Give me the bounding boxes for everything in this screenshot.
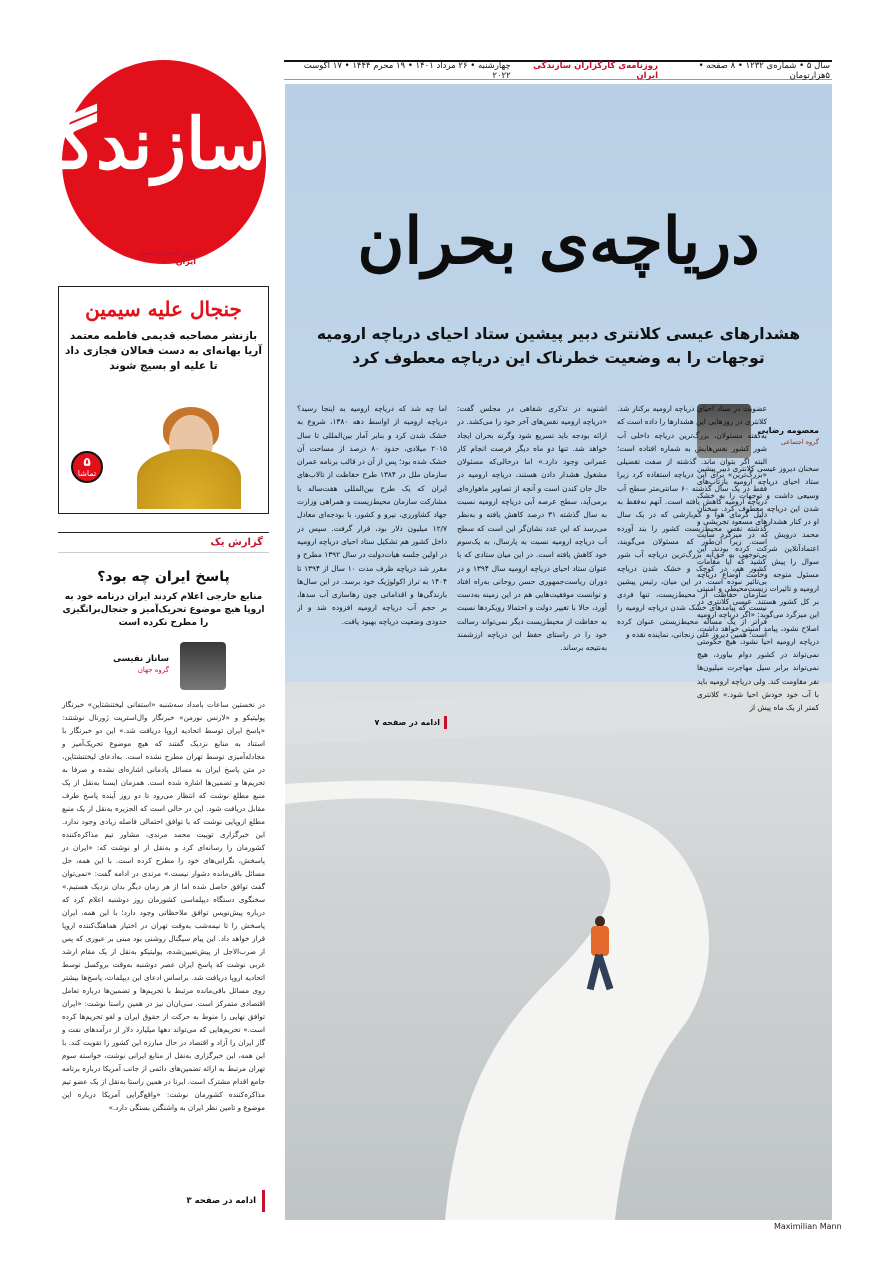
badge-label: تماشا (77, 469, 97, 478)
continue-link[interactable]: ادامه در صفحه ۳ (58, 1190, 265, 1212)
page-badge (71, 451, 103, 483)
sidebar-story-simin[interactable] (58, 286, 269, 514)
logo-name: سازندگی (4, 102, 266, 185)
story-subtitle: بازنشر مصاحبه قدیمی فاطمه معتمد آریا بهانه‌ای به دست فعالان فجازی داد تا علیه او بسیج شوند (65, 330, 262, 372)
author-photo (180, 642, 226, 690)
sidebar-story-iran-response[interactable] (58, 532, 269, 1222)
section-label: گزارش یک (58, 533, 269, 553)
feature-subhead: هشدارهای عیسی کلانتری دبیر پیشین ستاد احیای دریاچه ارومیه توجهات را به وضعیت خطرناک این دریاچه معطوف کرد (316, 325, 801, 367)
date-line: چهارشنبه • ۲۶ مرداد ۱۴۰۱ • ۱۹ محرم ۱۴۴۴ • ۱۷ آگوست ۲۰۲۲ (303, 60, 511, 81)
actress-photo (137, 399, 241, 509)
author-role: گروه اجتماعی (780, 438, 819, 446)
badge-number: ۵ (83, 455, 91, 469)
newspaper-logo (4, 60, 266, 266)
column-text-1: سخنان دیروز عیسی کلانتری دبیر پیشین ستاد احیای دریاچه ارومیه بازتاب‌های وسیعی داشت و توجهات را به خشک شدن این دریاچه معطوف کرد. سخنان او در کنار هشدارهای مسعود تجریشی و محمد درویش که در میزگرد سایت اعتمادآنلاین شرکت کرده بودند این سوال را پیش کشید که آیا مقامات مسئول متوجه وخامت اوضاع دریاچه ارومیه و تاثیرات زیست‌محیطی و امنیتی بر کل کشور هستند. عیسی کلانتری در این میزگرد می‌گوید: «اگر دریاچه ارومیه اصلاح نشود، پیامد امنیتی خواهد داشت. دریاچه ارومیه احیا نشود، هیچ حکومتی نمی‌تواند در کشور دوام بیاورد، هیچ نمی‌تواند برابر سیل مهاجرت میلیون‌ها نفر مقاومت کند. ولی دریاچه ارومیه باید با آب خود خودش احیا شود.» کلانتری کمتر از یک ماه پیش از (697, 464, 819, 713)
feature-headline: دریاچه‌ی بحران (357, 204, 760, 279)
masthead-bar (284, 60, 832, 80)
logo-tagline: روزنامه‌ی صبح ایران (139, 248, 196, 266)
main-feature (285, 84, 832, 1220)
author-role: گروه جهان (137, 666, 169, 674)
walking-person (581, 916, 621, 998)
column-text-2: عضویت در ستاد احیای دریاچه ارومیه برکنار شد. کلانتری در روزهایی این هشدارها را داده است که به‌گفته مسئولان، بزرگ‌ترین دریاچه داخلی آب شور کشور نفس‌هایش به شماره افتاده است؛ البته اگر بتوان ماند. گذشته از صفت تفضیلی «بزرگ‌ترین» برای این دریاچه استفاده کرد زیرا فقط در یک سال گذشته ۶۰ سانتی‌متر سطح آب دریاچه ارومیه کاهش یافته است. آنهم نه‌فقط به دلیل گرمای هوا و کم‌بارشی که در یک سال گذشته نفس محیط‌زیست کشور را بند آورده است. زیرا آن‌طور که مسئولان می‌گویند، بی‌توجهی به حق‌آبه بزرگ‌ترین دریاچه آب شور کشور هم، در کوچک و خشک شدن دریاچه بی‌تاثیر نبوده است. در این میان، رئیس پیشین سازمان حفاظت از محیط‌زیست، تنها فردی نیست که پیامدهای خشک شدن دریاچه ارومیه را فراتر از یک مساله محیط‌زیستی عنوان کرده است؛ همین دیروز علی زنجانی، نماینده نقده و (617, 404, 767, 640)
author-name: ساناز نفیسی (113, 654, 169, 664)
author-name: معصومه رضایی (757, 426, 819, 435)
column-text-3: اشنویه در تذکری شفاهی در مجلس گفت: «دریاچه ارومیه نفس‌های آخر خود را می‌کشد. در ارائه بودجه باید تسریع شود وگرنه بحران ایجاد خواهد شد. تنها دو ماه دیگر فرصت انجام کار عمرانی وجود دارد.» اما درحالی‌که مسئولان مشغول هشدار دادن هستند، دریاچه ارومیه در حال جان کندن است و آنچه از تصاویر ماهواره‌ای برمی‌آید، سطح عرصه آبی دریاچه ارومیه نسبت به سال گذشته ۳۱ درصد کاهش یافته و به‌نظر می‌رسد که این عدد نشان‌گر این است که سطح آب دریاچه ارومیه نسبت به پارسال، به یک‌سوم خود کاهش یافته است. در این میان ستادی که با عنوان ستاد احیای دریاچه ارومیه سال ۱۳۹۴ و در دوران ریاست‌جمهوری حسن روحانی به‌راه افتاد و توانست موفقیت‌هایی هم در این زمینه به‌دست آورد، حالا با تغییر دولت و احتمالا رویکردها نسبت به حفاظت از محیط‌زیست دیگر نمی‌تواند رسالت خود را در راستای حفظ این دریاچه ارزشمند به‌نتیجه برساند. (457, 404, 607, 653)
story-subtitle: منابع خارجی اعلام کردند ایران درنامه خود به اروپا هیچ موضوع تحریک‌آمیز و جنجال‌برانگیزی را مطرح نکرده است (62, 592, 265, 628)
story-body: در نخستین ساعات بامداد سه‌شنبه «استفانی لیختنشتاین» خبرنگار پولیتیکو و «لارنس نورمن» خبرنگار وال‌استریت ژورنال نوشتند: «پاسخ ایران توسط اتحادیه اروپا دریافت شد.» این دو خبرنگار با استناد به منابع نزدیک گفتند که هیچ موضوع تحریک‌آمیز و مجادله‌آمیزی توسط تهران مطرح نشده است. به‌ادعای لیختنشتاین، در متن پاسخ ایران به مسائل پادمانی اشاره‌ای نشده و صرفا به تحریم‌ها و تضمین‌ها اشاره شده است. همزمان ایسنا به‌نقل از یک منبع مطلع نوشت که انتظار می‌رود تا دو روز آینده پاسخ طرف مقابل دریافت شود. این در حالی است که الجزیره به‌نقل از یک منبع مطلع اروپایی نوشت که با توافق احتمالی فاصله زیادی وجود ندارد. این خبرگزاری توییت محمد مرندی، مشاور تیم مذاکره‌کننده کشورمان را رسانه‌ای کرد و به‌نقل از او نوشت که: «ایران در پاسخش، نگرانی‌های خود را مطرح کرده است. با این همه، حل مسائل باقی‌مانده دشوار نیست.» مرندی در ادامه گفت: «نمی‌توان گفت توافق حاصل شده اما از هر زمان دیگر بدان نزدیک هستیم.» سخنگوی دستگاه دیپلماسی کشورمان روز دوشنبه اعلام کرد که درباره پیش‌نویس توافق ملاحظاتی وجود دارد؛ با این همه، ایران پاسخش را تا نیمه‌شب به‌وقت تهران در اختیار هماهنگ‌کننده اروپا قرار خواهد داد. این پیام سیگنال روشنی بود مبنی بر عبوری که پس از ضرب‌الاجل از پیش‌تعیین‌شده، پولیتیکو به‌نقل از یک مقام ارشد غربی نوشت که پاسخ ایران عصر دوشنبه به‌وقت بروکسل توسط اتحادیه اروپا دریافت شد. براساس ادعای این دیپلمات، پاسخ‌ها بیشتر روی مسائل باقی‌مانده مرتبط با تحریم‌ها و تضمین‌ها درباره تعامل اقتصادی متمرکز است. سی‌ان‌ان نیز در همین راستا نوشت: «ایران توافق نهایی را منوط به حرکت از حقوق ایران و لغو تحریم‌ها کرده است.» تحریم‌هایی که می‌تواند دهها میلیارد دلار از درآمدهای نفت و گاز ایران را آزاد و اقتصاد در حال مبارزه این کشور را تقویت کند. با این همه، این خبرگزاری به‌نقل از منابع ایرانی نوشت، خواسته سوم تهران مرتبط به ارائه تضمین‌های دائمی از جانب آمریکا درباره برنامه جامع اقدام مشترک است. ایرنا در همین راستا به‌نقل از یک عضو تیم مذاکره‌کننده کشورمان نوشت: «واقع‌گرایی آمریکا درباره این موضوع و تامین نظر ایران به واشنگتن بستگی دارد.» (62, 700, 265, 1112)
story-title: جنجال علیه سیمین (85, 297, 242, 321)
author-block (58, 642, 269, 694)
feature-continue-link[interactable]: ادامه در صفحه ۷ (297, 716, 447, 729)
publisher-line: روزنامه‌ی کارگزاران سازندگی ایران (533, 60, 658, 81)
story-title: پاسخ ایران چه بود؟ (97, 569, 230, 585)
column-text-4-body: اما چه شد که دریاچه ارومیه به اینجا رسید؟ دریاچه ارومیه از اواسط دهه ۱۳۸۰، شروع به خشک شدن کرد و بنابر آمار بین‌المللی تا سال ۲۰۱۵ میلادی، حدود ۸۰ درصد از مساحت آن خشک شده بود؛ پس از آن در قالب برنامه عمران سازمان ملل در ۱۳۸۴ طرح حفاظت از تالاب‌های ایران که یک طرح بین‌المللی هفت‌ساله با مشارکت سازمان محیط‌زیست و همراهی وزارت جهاد کشاورزی، نیرو و کشور، با بودجه‌ای معادل ۱۲/۷ میلیون دلار بود، قرار گرفت. سپس در داخل کشور هم تشکیل ستاد احیای دریاچه ارومیه در اولین جلسه هیات‌دولت در سال ۱۳۹۲ مطرح و مقرر شد دریاچه ظرف مدت ۱۰ سال از ۱۳۹۴ تا ۱۴۰۴ به تراز اکولوژیک خود برسد. در این سال‌ها بارندگی‌ها و اقداماتی چون رهاسازی آب سدها، بر حجم آب دریاچه ارومیه افزوده شد و از حدودی وضعیت دریاچه بهبود یافت. (297, 404, 447, 626)
issue-info: سال ۵ • شماره‌ی ۱۲۳۲ • ۸ صفحه • ۵هزارتومان (698, 60, 830, 81)
column-text-4 (297, 402, 447, 742)
feature-columns (297, 402, 767, 742)
photo-credit: Maximilian Mann (774, 1222, 842, 1231)
